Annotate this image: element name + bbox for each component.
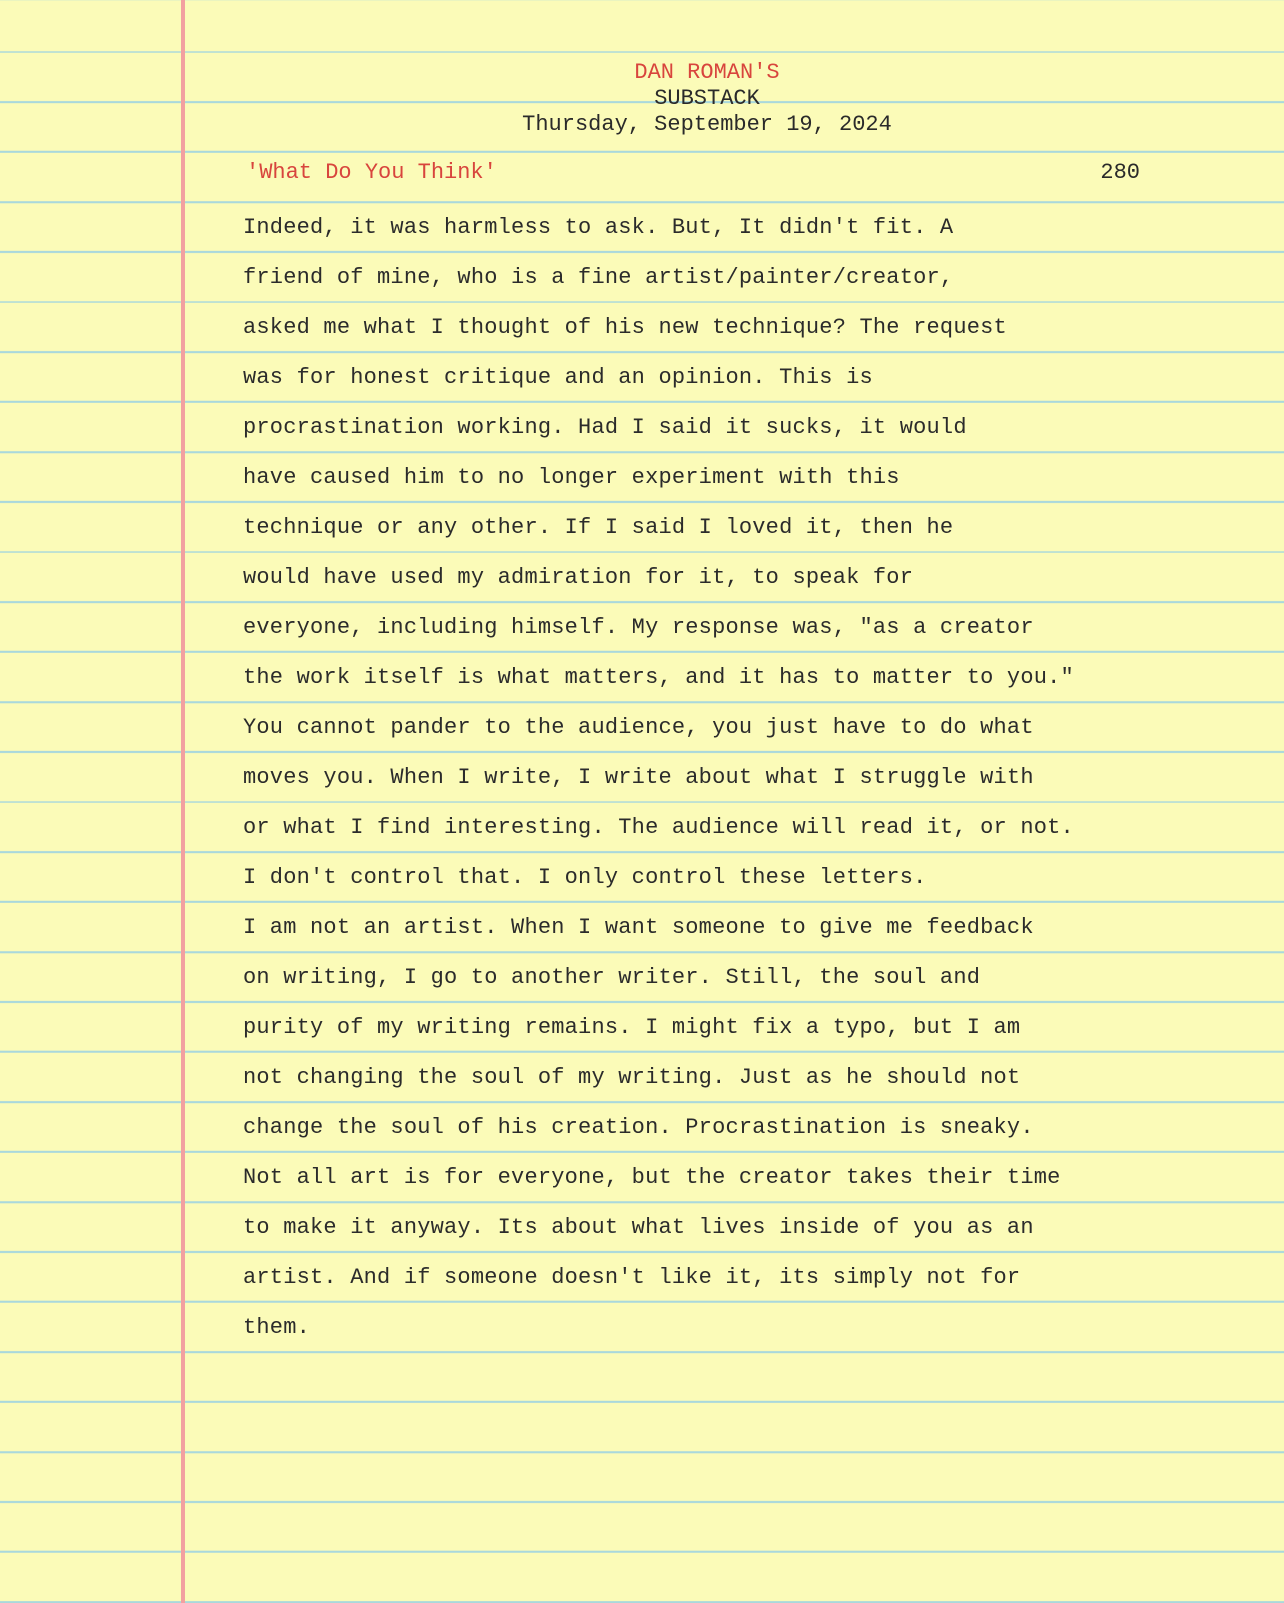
text-line: them. xyxy=(243,1315,311,1340)
text-line: to make it anyway. Its about what lives inside of you as an xyxy=(243,1215,1034,1240)
text-line: Not all art is for everyone, but the creator takes their time xyxy=(243,1165,1061,1190)
text-line: have caused him to no longer experiment with this xyxy=(243,465,900,490)
text-line: everyone, including himself. My response was, "as a creator xyxy=(243,615,1034,640)
body-text xyxy=(243,213,1203,1363)
text-line: friend of mine, who is a fine artist/painter/creator, xyxy=(243,265,954,290)
text-line: procrastination working. Had I said it sucks, it would xyxy=(243,415,967,440)
text-line: would have used my admiration for it, to speak for xyxy=(243,565,914,590)
text-line: on writing, I go to another writer. Still, the soul and xyxy=(243,965,981,990)
masthead xyxy=(0,60,1284,138)
page-number: 280 xyxy=(1100,160,1140,185)
text-line: not changing the soul of my writing. Just as he should not xyxy=(243,1065,1021,1090)
text-line: Indeed, it was harmless to ask. But, It didn't fit. A xyxy=(243,215,954,240)
text-line: was for honest critique and an opinion. This is xyxy=(243,365,873,390)
entry-title: 'What Do You Think' xyxy=(246,160,497,185)
text-line: You cannot pander to the audience, you just have to do what xyxy=(243,715,1034,740)
text-line: purity of my writing remains. I might fix a typo, but I am xyxy=(243,1015,1021,1040)
masthead-publication: SUBSTACK xyxy=(654,86,760,111)
masthead-brand: DAN ROMAN'S xyxy=(634,60,780,85)
text-line: change the soul of his creation. Procrastination is sneaky. xyxy=(243,1115,1034,1140)
entry-header xyxy=(246,158,1140,188)
text-line: artist. And if someone doesn't like it, its simply not for xyxy=(243,1265,1021,1290)
text-line: the work itself is what matters, and it has to matter to you." xyxy=(243,665,1074,690)
margin-rule xyxy=(181,0,185,1603)
text-line: I am not an artist. When I want someone to give me feedback xyxy=(243,915,1034,940)
text-line: I don't control that. I only control these letters. xyxy=(243,865,927,890)
text-line: moves you. When I write, I write about what I struggle with xyxy=(243,765,1034,790)
text-line: technique or any other. If I said I loved it, then he xyxy=(243,515,954,540)
masthead-date: Thursday, September 19, 2024 xyxy=(522,112,892,137)
text-line: asked me what I thought of his new technique? The request xyxy=(243,315,1007,340)
text-line: or what I find interesting. The audience will read it, or not. xyxy=(243,815,1074,840)
